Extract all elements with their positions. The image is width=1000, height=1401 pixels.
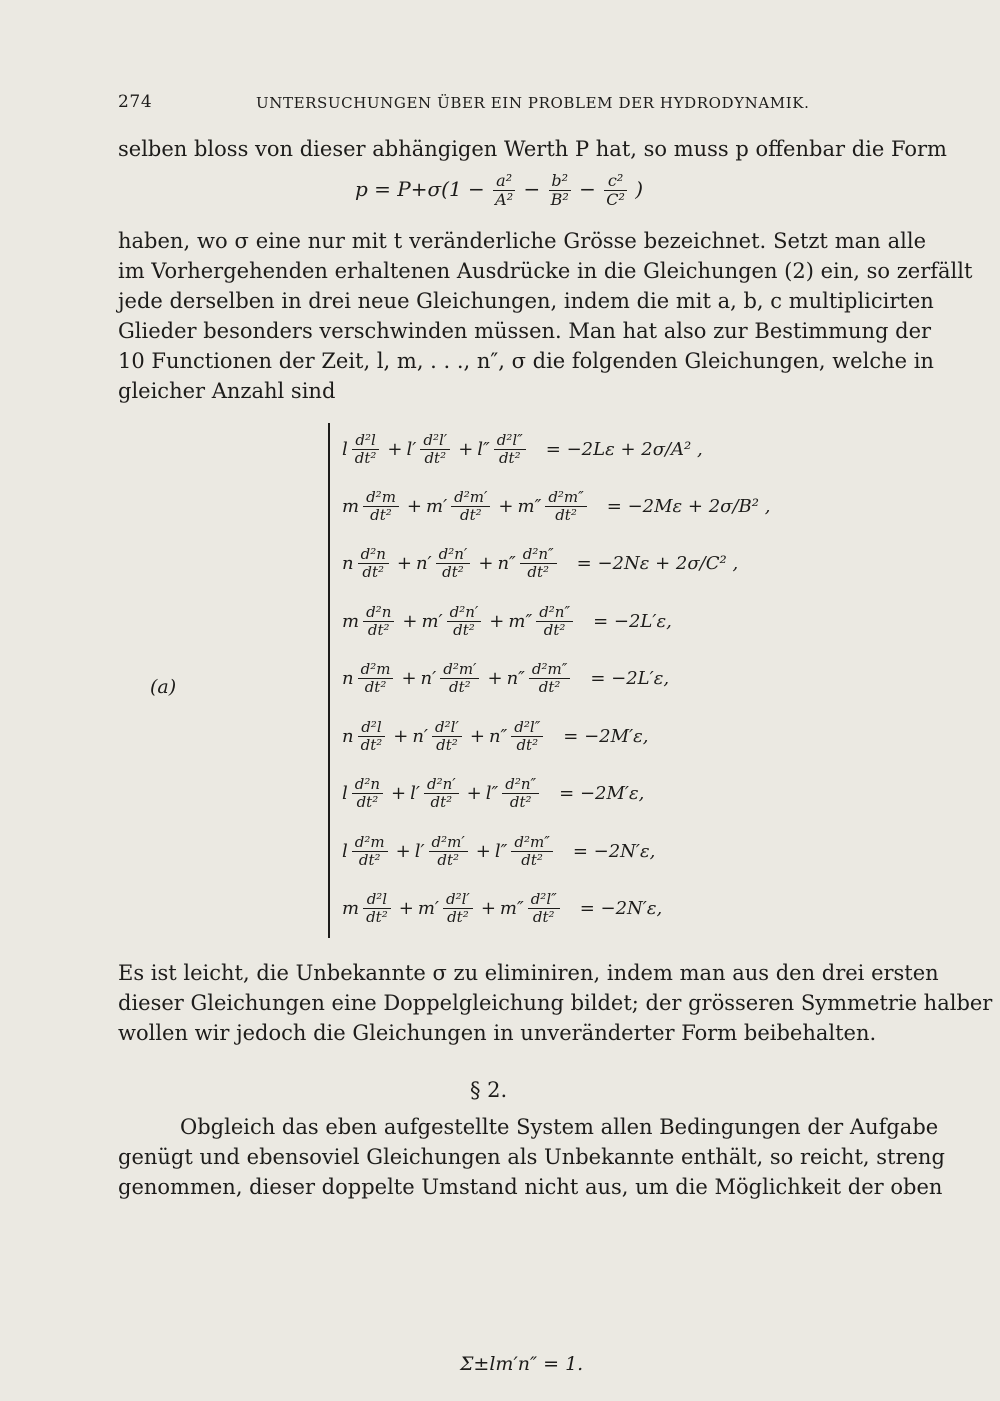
plus-sign: +: [475, 840, 491, 862]
coefficient: l′: [410, 782, 420, 804]
text-line: jede derselben in drei neue Gleichungen, indem die mit a, b, c multiplicirten: [118, 289, 934, 313]
derivative: d²l′ dt²: [443, 891, 473, 926]
plus-sign: +: [401, 667, 417, 689]
plus-sign: +: [402, 610, 418, 632]
derivative: d²m dt²: [363, 489, 399, 524]
equation-row: [342, 480, 770, 532]
paragraph-2: [118, 226, 973, 406]
derivative: d²n dt²: [358, 546, 389, 581]
derivative: $\frac{\text{d²l″}}{\text{dt²}}$: [511, 719, 543, 754]
coefficient: l′: [406, 438, 417, 460]
coefficient: m: [342, 610, 360, 632]
plus-sign: +: [406, 495, 423, 517]
equation-row: [342, 652, 669, 704]
derivative: d²l′ dt²: [432, 719, 462, 754]
text-line: Obgleich das eben aufgestellte System allen Bedingungen der Aufgabe: [180, 1115, 939, 1139]
text-line: im Vorhergehenden erhaltenen Ausdrücke in die Gleichungen (2) ein, so zerfällt: [118, 259, 973, 283]
fraction: $\frac{\text{c²}}{\text{C²}}$: [606, 171, 625, 209]
text-line: haben, wo σ eine nur mit t veränderliche Grösse bezeichnet. Setzt man alle: [118, 229, 926, 253]
text-line: 10 Functionen der Zeit, l, m, . . ., n″, σ die folgenden Gleichungen, welche in: [118, 349, 934, 373]
derivative: $\frac{\text{d²n″}}{\text{dt²}}$: [502, 776, 539, 811]
coefficient: l′: [414, 840, 425, 862]
system-label: (a): [150, 676, 177, 698]
equation-row: [342, 767, 644, 819]
coefficient: m′: [417, 897, 439, 919]
derivative: $\frac{\text{d²m″}}{\text{dt²}}$: [529, 661, 570, 696]
right-hand-side: = −2L′ε,: [593, 610, 672, 632]
right-hand-side: = −2M′ε,: [559, 782, 645, 804]
right-hand-side: = −2M′ε,: [563, 725, 649, 747]
derivative: $\frac{\text{d²m″}}{\text{dt²}}$: [545, 489, 586, 524]
plus-sign: +: [458, 438, 474, 460]
coefficient: n: [342, 725, 354, 747]
derivative: d²n dt²: [363, 604, 394, 639]
derivative: d²n′ dt²: [424, 776, 459, 811]
derivative: $\frac{\text{d²l″}}{\text{dt²}}$: [494, 432, 526, 467]
fraction: $\frac{\text{b²}}{\text{B²}}$: [550, 171, 569, 209]
right-hand-side: = −2N′ε,: [572, 840, 656, 862]
coefficient: l″: [477, 438, 490, 460]
plus-sign: +: [387, 438, 403, 460]
coefficient: l: [342, 438, 348, 460]
paragraph-4: [118, 1112, 945, 1202]
coefficient: m″: [499, 897, 524, 919]
paragraph-3: [118, 958, 993, 1048]
coefficient: m″: [517, 495, 542, 517]
plus-sign: +: [395, 840, 411, 862]
coefficient: m: [342, 897, 360, 919]
coefficient: n″: [506, 667, 525, 689]
text-line: genommen, dieser doppelte Umstand nicht aus, um die Möglichkeit der oben: [118, 1175, 943, 1199]
fraction: $\frac{\text{a²}}{\text{A²}}$: [495, 171, 514, 209]
equation-row: [342, 882, 662, 934]
coefficient: n′: [415, 552, 432, 574]
derivative: d²n dt²: [352, 776, 383, 811]
right-hand-side: = −2Nε + 2σ/C² ,: [576, 552, 739, 574]
right-hand-side: = −2Mε + 2σ/B² ,: [606, 495, 771, 517]
equation-row: [342, 710, 649, 762]
coefficient: n: [342, 667, 354, 689]
plus-sign: +: [487, 667, 503, 689]
coefficient: m: [342, 495, 360, 517]
derivative: $\frac{\text{d²m″}}{\text{dt²}}$: [511, 834, 552, 869]
equation-row: [342, 423, 703, 475]
derivative: d²n′ dt²: [436, 546, 471, 581]
plus-sign: +: [489, 610, 505, 632]
derivative: $\frac{\text{d²l″}}{\text{dt²}}$: [528, 891, 560, 926]
derivative: d²l dt²: [363, 891, 391, 926]
derivative: d²m dt²: [358, 661, 394, 696]
derivative: d²m′ dt²: [429, 834, 468, 869]
paragraph-1: [118, 134, 947, 164]
text-line: Glieder besonders verschwinden müssen. Man hat also zur Bestimmung der: [118, 319, 932, 343]
coefficient: l: [342, 782, 348, 804]
derivative: d²l dt²: [352, 432, 380, 467]
coefficient: l: [342, 840, 348, 862]
plus-sign: +: [398, 897, 414, 919]
coefficient: n′: [420, 667, 437, 689]
text-line: gleicher Anzahl sind: [118, 379, 336, 403]
derivative: $\frac{\text{d²n″}}{\text{dt²}}$: [536, 604, 573, 639]
coefficient: n: [342, 552, 354, 574]
derivative: d²l′ dt²: [420, 432, 450, 467]
text-line: genügt und ebensoviel Gleichungen als Unbekannte enthält, so reicht, streng: [118, 1145, 945, 1169]
plus-sign: +: [466, 782, 482, 804]
text-line: selben bloss von dieser abhängigen Werth P hat, so muss p offenbar die Form: [118, 137, 947, 161]
plus-sign: +: [391, 782, 407, 804]
section-heading: § 2.: [470, 1078, 508, 1102]
right-hand-side: = −2N′ε,: [579, 897, 663, 919]
equation-row: [342, 825, 655, 877]
coefficient: l″: [485, 782, 499, 804]
coefficient: n′: [412, 725, 429, 747]
coefficient: m″: [508, 610, 533, 632]
coefficient: n″: [497, 552, 516, 574]
coefficient: n″: [488, 725, 508, 747]
running-title: UNTERSUCHUNGEN ÜBER EIN PROBLEM DER HYDRODYNAMIK.: [256, 94, 810, 112]
plus-sign: +: [396, 552, 412, 574]
plus-sign: +: [393, 725, 409, 747]
coefficient: m′: [421, 610, 443, 632]
text-line: wollen wir jedoch die Gleichungen in unveränderter Form beibehalten.: [118, 1021, 877, 1045]
equation-row: [342, 537, 738, 589]
page-number: 274: [118, 92, 153, 112]
coefficient: l″: [494, 840, 508, 862]
right-hand-side: = −2L′ε,: [590, 667, 670, 689]
text-line: dieser Gleichungen eine Doppelgleichung bildet; der grösseren Symmetrie halber: [118, 991, 993, 1015]
derivative: $\frac{\text{d²n″}}{\text{dt²}}$: [520, 546, 557, 581]
derivative: d²m′ dt²: [451, 489, 490, 524]
eq-p-lhs: p = P+σ(1 −: [355, 177, 485, 201]
equation-p: p = P+σ(1 − $\frac{\text{a²}}{\text{A²}}$ − $\frac{\text{b²}}{\text{B²}}$ − $\frac{\text{c²}}{\text{C²}}$ ): [355, 171, 644, 209]
equation-row: [342, 595, 672, 647]
plus-sign: +: [480, 897, 496, 919]
text-line: Es ist leicht, die Unbekannte σ zu eliminiren, indem man aus den drei ersten: [118, 961, 939, 985]
derivative: d²n′ dt²: [447, 604, 482, 639]
derivative: d²m′ dt²: [440, 661, 479, 696]
plus-sign: +: [469, 725, 485, 747]
plus-sign: +: [478, 552, 494, 574]
derivative: d²l dt²: [358, 719, 386, 754]
coefficient: m′: [426, 495, 448, 517]
derivative: d²m dt²: [352, 834, 388, 869]
determinant-condition: Σ±lm′n″ = 1.: [460, 1353, 584, 1375]
plus-sign: +: [498, 495, 514, 517]
right-hand-side: = −2Lε + 2σ/A² ,: [545, 438, 703, 460]
